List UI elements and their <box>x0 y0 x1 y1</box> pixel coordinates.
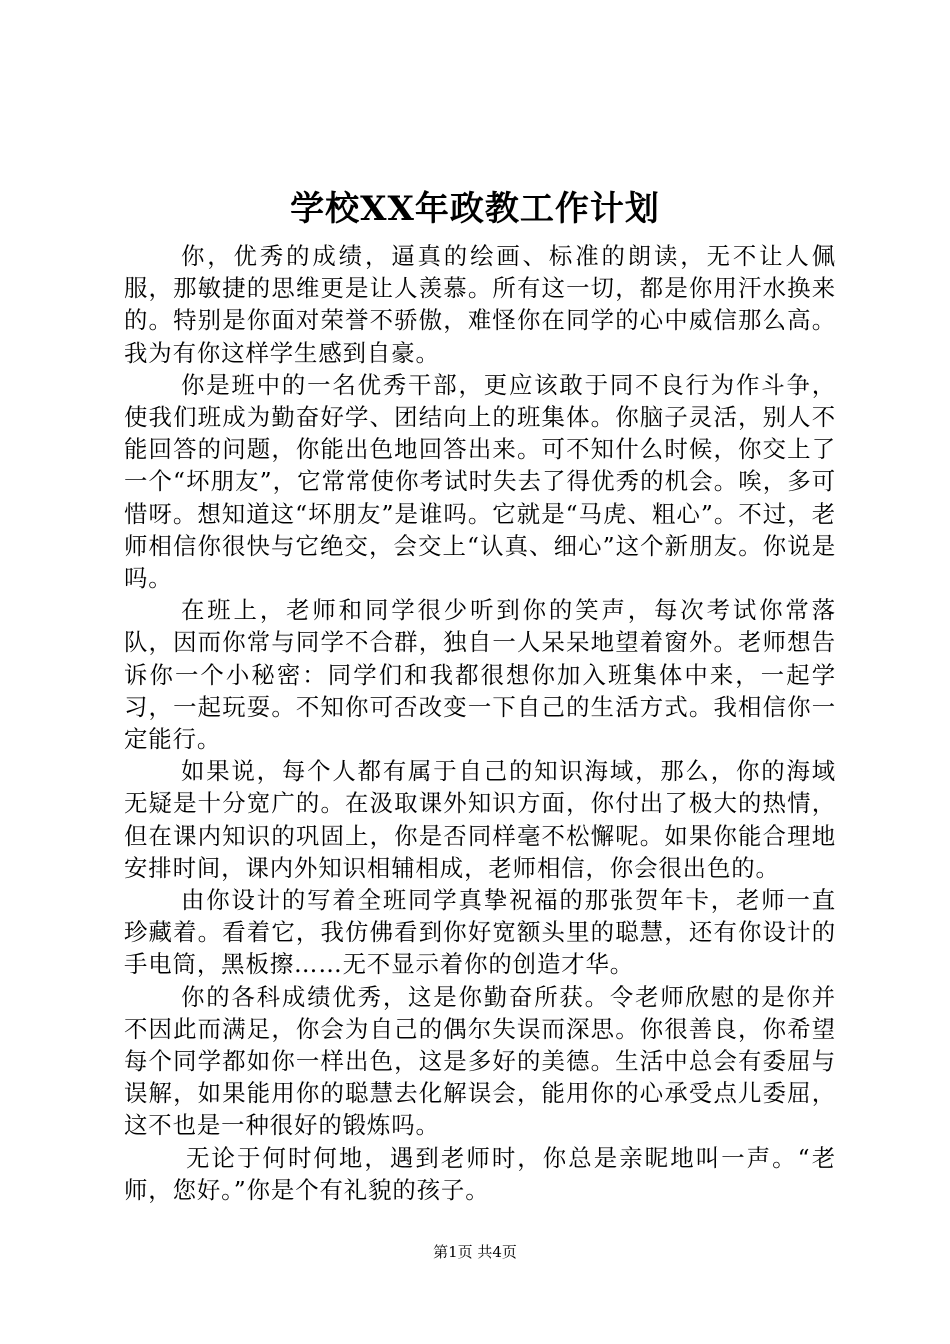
paragraph-5: 由你设计的写着全班同学真挚祝福的那张贺年卡，老师一直珍藏着。看着它，我仿佛看到你好宽额头里的聪慧，还有你设计的手电筒，黑板擦……无不显示着你的创造才华。 <box>124 886 836 979</box>
paragraph-6: 你的各科成绩优秀，这是你勤奋所获。令老师欣慰的是你并不因此而满足，你会为自己的偶尔失误而深思。你很善良，你希望每个同学都如你一样出色，这是多好的美德。生活中总会有委屈与误解，如果能用你的聪慧去化解误会，能用你的心承受点儿委屈，这不也是一种很好的锻炼吗。 <box>124 982 836 1140</box>
paragraph-7: 无论于何时何地，遇到老师时，你总是亲昵地叫一声。“老师，您好。”你是个有礼貌的孩子。 <box>124 1143 836 1204</box>
paragraph-2: 你是班中的一名优秀干部，更应该敢于同不良行为作斗争，使我们班成为勤奋好学、团结向上的班集体。你脑子灵活，别人不能回答的问题，你能出色地回答出来。可不知什么时候，你交上了一个“坏朋友”，它常常使你考试时失去了得优秀的机会。唉，多可惜呀。想知道这“坏朋友”是谁吗。它就是“马虎、粗心”。不过，老师相信你很快与它绝交，会交上“认真、细心”这个新朋友。你说是吗。 <box>124 370 836 593</box>
page-number-footer: 第1页 共4页 <box>433 1243 517 1261</box>
document-body <box>124 240 836 1206</box>
paragraph-3: 在班上，老师和同学很少听到你的笑声，每次考试你常落队，因而你常与同学不合群，独自一人呆呆地望着窗外。老师想告诉你一个小秘密：同学们和我都很想你加入班集体中来，一起学习，一起玩耍。不知你可否改变一下自己的生活方式。我相信你一定能行。 <box>124 596 836 754</box>
paragraph-4: 如果说，每个人都有属于自己的知识海域，那么，你的海域无疑是十分宽广的。在汲取课外知识方面，你付出了极大的热情，但在课内知识的巩固上，你是否同样毫不松懈呢。如果你能合理地安排时间，课内外知识相辅相成，老师相信，你会很出色的。 <box>124 757 836 882</box>
page-title: 学校XX年政教工作计划 <box>290 189 660 229</box>
paragraph-1: 你，优秀的成绩，逼真的绘画、标准的朗读，无不让人佩服，那敏捷的思维更是让人羡慕。所有这一切，都是你用汗水换来的。特别是你面对荣誉不骄傲，难怪你在同学的心中威信那么高。我为有你这样学生感到自豪。 <box>124 242 836 367</box>
